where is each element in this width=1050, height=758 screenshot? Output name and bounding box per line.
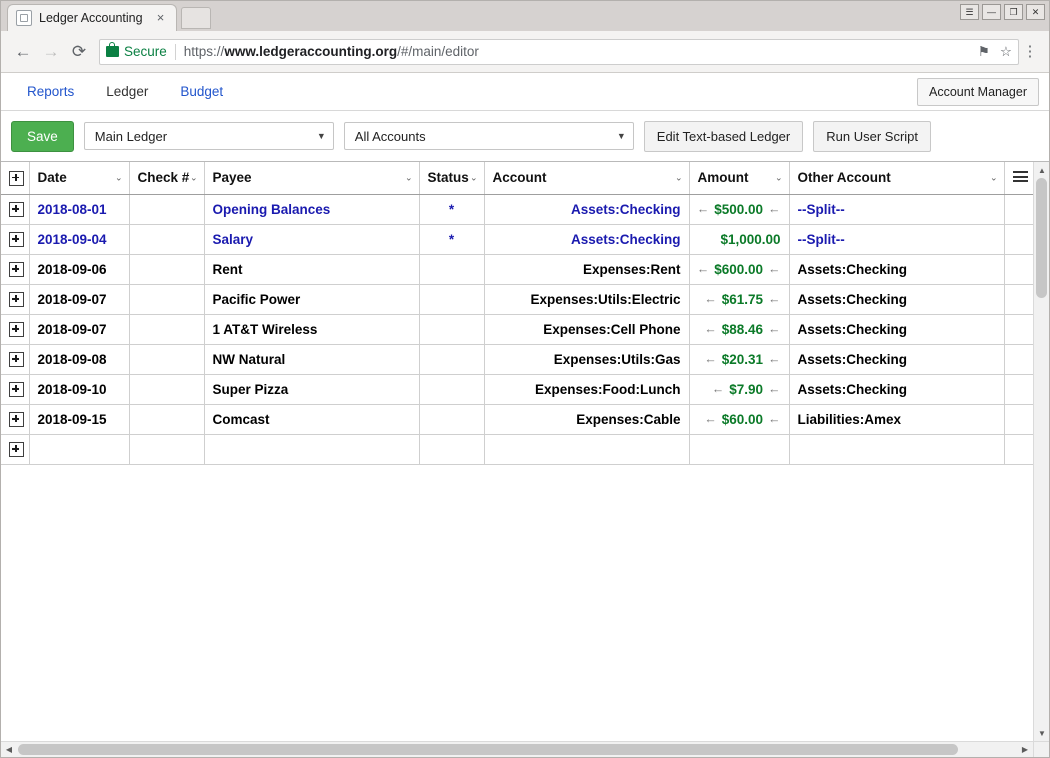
amount-left-arrow-icon[interactable]: ← xyxy=(704,322,717,336)
header-check-label: Check # xyxy=(137,170,190,186)
row-menu-cell xyxy=(1004,254,1033,284)
header-date[interactable] xyxy=(29,162,129,194)
header-amount-label: Amount xyxy=(697,170,749,186)
cell-amount-text: $7.90 xyxy=(729,381,763,397)
cell-check[interactable] xyxy=(129,284,204,314)
table-row[interactable] xyxy=(1,374,1033,404)
cell-payee-text: NW Natural xyxy=(212,351,286,367)
row-expand-button[interactable] xyxy=(1,404,29,434)
table-row[interactable] xyxy=(1,194,1033,224)
lock-icon xyxy=(106,46,119,57)
scroll-up-icon[interactable]: ▲ xyxy=(1034,162,1049,178)
header-account[interactable] xyxy=(484,162,689,194)
cell-account[interactable] xyxy=(484,434,689,464)
ledger-table xyxy=(1,162,1034,465)
row-menu-cell xyxy=(1004,284,1033,314)
tab-ledger[interactable]: Ledger xyxy=(106,84,149,99)
cell-other-account[interactable] xyxy=(789,344,1004,374)
cell-payee-text: Salary xyxy=(212,231,254,247)
cell-date-text: 2018-09-15 xyxy=(37,411,107,427)
cell-amount[interactable] xyxy=(689,284,789,314)
row-menu-cell xyxy=(1004,194,1033,224)
cell-account[interactable] xyxy=(484,194,689,224)
cell-date-text: 2018-09-10 xyxy=(37,381,107,397)
header-payee[interactable] xyxy=(204,162,419,194)
cell-payee[interactable] xyxy=(204,344,419,374)
cell-check[interactable] xyxy=(129,344,204,374)
cell-check[interactable] xyxy=(129,254,204,284)
cell-amount-text: $600.00 xyxy=(714,261,763,277)
cell-payee-text: Rent xyxy=(212,261,243,277)
cell-date-text: 2018-08-01 xyxy=(37,201,107,217)
cell-amount-text: $88.46 xyxy=(721,321,763,337)
row-menu-cell xyxy=(1004,224,1033,254)
cell-payee[interactable] xyxy=(204,194,419,224)
cell-payee-text: Comcast xyxy=(212,411,270,427)
cell-other-account[interactable] xyxy=(789,224,1004,254)
table-header xyxy=(1,162,1033,194)
cell-account[interactable] xyxy=(484,374,689,404)
plus-icon xyxy=(9,232,24,247)
chevron-down-icon[interactable]: ⌄ xyxy=(774,172,783,183)
plus-icon xyxy=(9,412,24,427)
ledger-select[interactable] xyxy=(84,122,334,150)
close-icon[interactable]: × xyxy=(156,9,165,25)
chevron-down-icon[interactable]: ⌄ xyxy=(674,172,683,183)
plus-icon xyxy=(9,442,24,457)
filter-icon[interactable]: ⚑ xyxy=(977,43,990,59)
cell-payee[interactable] xyxy=(204,314,419,344)
header-expand-all[interactable] xyxy=(1,162,29,194)
chevron-down-icon: ▼ xyxy=(316,131,326,141)
cell-account[interactable] xyxy=(484,224,689,254)
row-menu-cell xyxy=(1004,344,1033,374)
cell-account[interactable] xyxy=(484,344,689,374)
header-amount[interactable] xyxy=(689,162,789,194)
cell-amount[interactable] xyxy=(689,344,789,374)
cell-other-account[interactable] xyxy=(789,284,1004,314)
horizontal-scroll-thumb[interactable] xyxy=(18,744,958,755)
row-expand-button[interactable] xyxy=(1,314,29,344)
header-status-label: Status xyxy=(427,170,469,186)
cell-amount-text: $500.00 xyxy=(714,201,763,217)
chevron-down-icon[interactable]: ⌄ xyxy=(989,172,998,183)
cell-account-text: Expenses:Cable xyxy=(576,411,681,427)
cell-check[interactable] xyxy=(129,434,204,464)
header-other-account[interactable] xyxy=(789,162,1004,194)
cell-status[interactable] xyxy=(419,224,484,254)
tab-budget[interactable]: Budget xyxy=(180,84,224,99)
cell-status[interactable] xyxy=(419,434,484,464)
cell-status-text: * xyxy=(448,201,455,217)
amount-left-arrow-icon[interactable]: ← xyxy=(704,412,717,426)
amount-left-arrow-icon[interactable]: ← xyxy=(696,262,710,276)
plus-icon xyxy=(9,171,24,186)
url-scheme: https:// xyxy=(183,44,225,59)
browser-titlebar xyxy=(1,1,1049,31)
cell-date-text: 2018-09-07 xyxy=(37,291,107,307)
ledger-table-container xyxy=(1,161,1049,757)
minimize-window-button[interactable]: — xyxy=(982,4,1001,20)
back-icon[interactable]: ← xyxy=(14,41,32,61)
row-expand-button[interactable] xyxy=(1,344,29,374)
row-menu-cell xyxy=(1004,314,1033,344)
cell-payee[interactable] xyxy=(204,374,419,404)
close-window-button[interactable]: ✕ xyxy=(1026,4,1045,20)
plus-icon xyxy=(9,352,24,367)
table-row[interactable] xyxy=(1,254,1033,284)
amount-right-arrow-icon[interactable]: ← xyxy=(768,352,781,366)
cell-other-account-text: --Split-- xyxy=(797,201,845,217)
row-menu-cell xyxy=(1004,374,1033,404)
vertical-scroll-thumb[interactable] xyxy=(1036,178,1047,298)
chevron-down-icon: ▼ xyxy=(616,131,626,141)
cell-payee[interactable] xyxy=(204,224,419,254)
cell-status[interactable] xyxy=(419,344,484,374)
table-row[interactable] xyxy=(1,434,1033,464)
reload-icon[interactable]: ⟳ xyxy=(71,41,87,61)
cell-other-account[interactable] xyxy=(789,194,1004,224)
restore-window-button[interactable]: ☰ xyxy=(960,4,979,20)
app-nav-tabs xyxy=(1,73,1049,111)
url-path: /#/main/editor xyxy=(397,44,479,59)
bookmark-star-icon[interactable]: ☆ xyxy=(999,43,1012,59)
cell-amount[interactable] xyxy=(689,374,789,404)
run-user-script-button[interactable]: Run User Script xyxy=(813,121,931,152)
ledger-select-value: Main Ledger xyxy=(94,128,168,144)
cell-status[interactable] xyxy=(419,284,484,314)
cell-status[interactable] xyxy=(419,314,484,344)
accounts-select-value: All Accounts xyxy=(354,128,426,144)
row-expand-button[interactable] xyxy=(1,374,29,404)
cell-other-account-text: Assets:Checking xyxy=(797,291,908,307)
cell-status[interactable] xyxy=(419,194,484,224)
cell-account-text: Assets:Checking xyxy=(570,201,681,217)
amount-left-arrow-icon[interactable]: ← xyxy=(704,292,717,306)
plus-icon xyxy=(9,322,24,337)
cell-date-text: 2018-09-06 xyxy=(37,261,107,277)
cell-other-account-text: Liabilities:Amex xyxy=(797,411,902,427)
cell-status-text: * xyxy=(448,231,455,247)
page-content xyxy=(1,73,1049,757)
horizontal-scrollbar[interactable] xyxy=(1,741,1033,757)
cell-payee-text: 1 AT&T Wireless xyxy=(212,321,318,337)
cell-other-account-text: Assets:Checking xyxy=(797,351,908,367)
cell-account-text: Expenses:Rent xyxy=(582,261,681,277)
table-row[interactable] xyxy=(1,404,1033,434)
new-tab-button[interactable] xyxy=(181,7,211,29)
cell-date[interactable] xyxy=(29,224,129,254)
chevron-down-icon[interactable]: ⌄ xyxy=(114,172,123,183)
header-other-account-label: Other Account xyxy=(797,170,891,186)
header-payee-label: Payee xyxy=(212,170,252,186)
window-controls xyxy=(960,4,1045,20)
cell-status[interactable] xyxy=(419,374,484,404)
account-manager-button[interactable]: Account Manager xyxy=(917,78,1039,106)
cell-date-text: 2018-09-08 xyxy=(37,351,107,367)
header-date-label: Date xyxy=(37,170,67,186)
cell-date[interactable] xyxy=(29,194,129,224)
cell-account-text: Assets:Checking xyxy=(570,231,681,247)
cell-other-account-text: Assets:Checking xyxy=(797,261,908,277)
plus-icon xyxy=(9,202,24,217)
header-account-label: Account xyxy=(492,170,547,186)
cell-account-text: Expenses:Utils:Electric xyxy=(530,291,681,307)
cell-account-text: Expenses:Utils:Gas xyxy=(553,351,681,367)
cell-payee[interactable] xyxy=(204,404,419,434)
scroll-down-icon[interactable]: ▼ xyxy=(1034,725,1049,741)
tab-reports[interactable]: Reports xyxy=(27,84,75,99)
cell-amount[interactable] xyxy=(689,434,789,464)
row-expand-button[interactable] xyxy=(1,224,29,254)
cell-date[interactable] xyxy=(29,434,129,464)
cell-other-account[interactable] xyxy=(789,374,1004,404)
cell-account-text: Expenses:Food:Lunch xyxy=(534,381,681,397)
cell-other-account[interactable] xyxy=(789,314,1004,344)
amount-left-arrow-icon[interactable]: ← xyxy=(696,202,710,216)
scrollbar-corner xyxy=(1033,741,1049,757)
cell-date-text: 2018-09-04 xyxy=(37,231,107,247)
cell-other-account[interactable] xyxy=(789,404,1004,434)
cell-payee[interactable] xyxy=(204,284,419,314)
chevron-down-icon[interactable]: ⌄ xyxy=(469,172,478,183)
cell-check[interactable] xyxy=(129,404,204,434)
amount-left-arrow-icon[interactable]: ← xyxy=(704,352,717,366)
amount-left-arrow-icon[interactable]: ← xyxy=(711,382,725,396)
plus-icon xyxy=(9,262,24,277)
tab-favicon-icon xyxy=(16,10,32,26)
browser-menu-icon[interactable]: ⋮ xyxy=(1022,42,1038,60)
table-row[interactable] xyxy=(1,344,1033,374)
cell-account[interactable] xyxy=(484,254,689,284)
row-expand-button[interactable] xyxy=(1,254,29,284)
cell-amount-text: $1,000.00 xyxy=(720,231,781,247)
browser-toolbar xyxy=(1,31,1049,73)
header-column-menu[interactable] xyxy=(1004,162,1033,194)
cell-payee[interactable] xyxy=(204,434,419,464)
maximize-window-button[interactable]: ❐ xyxy=(1004,4,1023,20)
cell-other-account[interactable] xyxy=(789,254,1004,284)
hamburger-icon xyxy=(1013,171,1028,182)
row-expand-button[interactable] xyxy=(1,434,29,464)
row-menu-cell xyxy=(1004,434,1033,464)
amount-right-arrow-icon[interactable]: ← xyxy=(768,262,781,276)
vertical-scrollbar[interactable] xyxy=(1033,162,1049,741)
cell-account[interactable] xyxy=(484,314,689,344)
amount-right-arrow-icon[interactable]: ← xyxy=(768,202,781,216)
edit-text-ledger-button[interactable]: Edit Text-based Ledger xyxy=(644,121,803,152)
cell-check[interactable] xyxy=(129,194,204,224)
plus-icon xyxy=(9,382,24,397)
table-body xyxy=(1,194,1033,464)
cell-amount[interactable] xyxy=(689,224,789,254)
cell-date[interactable] xyxy=(29,404,129,434)
header-status[interactable] xyxy=(419,162,484,194)
cell-check[interactable] xyxy=(129,374,204,404)
cell-account-text: Expenses:Cell Phone xyxy=(543,321,681,337)
row-menu-cell xyxy=(1004,404,1033,434)
cell-payee-text: Opening Balances xyxy=(212,201,331,217)
browser-tab[interactable] xyxy=(7,4,177,31)
tab-title: Ledger Accounting xyxy=(39,11,143,25)
cell-amount[interactable] xyxy=(689,194,789,224)
chevron-down-icon[interactable]: ⌄ xyxy=(189,172,198,183)
cell-amount[interactable] xyxy=(689,254,789,284)
amount-right-arrow-icon[interactable]: ← xyxy=(768,322,781,336)
header-check[interactable] xyxy=(129,162,204,194)
cell-other-account[interactable] xyxy=(789,434,1004,464)
row-expand-button[interactable] xyxy=(1,284,29,314)
cell-amount-text: $60.00 xyxy=(721,411,763,427)
cell-date[interactable] xyxy=(29,284,129,314)
table-row[interactable] xyxy=(1,284,1033,314)
cell-status[interactable] xyxy=(419,254,484,284)
cell-date[interactable] xyxy=(29,344,129,374)
cell-payee-text: Pacific Power xyxy=(212,291,301,307)
cell-status[interactable] xyxy=(419,404,484,434)
table-row[interactable] xyxy=(1,314,1033,344)
cell-date[interactable] xyxy=(29,254,129,284)
amount-right-arrow-icon[interactable]: ← xyxy=(768,292,781,306)
cell-amount[interactable] xyxy=(689,314,789,344)
cell-date[interactable] xyxy=(29,374,129,404)
forward-icon[interactable]: → xyxy=(42,41,60,61)
cell-date[interactable] xyxy=(29,314,129,344)
cell-other-account-text: --Split-- xyxy=(797,231,845,247)
cell-check[interactable] xyxy=(129,224,204,254)
amount-right-arrow-icon[interactable]: ← xyxy=(768,382,781,396)
omnibox-divider xyxy=(175,44,176,60)
address-bar[interactable] xyxy=(99,39,1019,65)
save-button[interactable]: Save xyxy=(11,121,74,152)
table-row[interactable] xyxy=(1,224,1033,254)
cell-date-text: 2018-09-07 xyxy=(37,321,107,337)
url-host: www.ledgeraccounting.org xyxy=(224,44,398,59)
cell-account[interactable] xyxy=(484,284,689,314)
cell-payee[interactable] xyxy=(204,254,419,284)
scroll-left-icon[interactable]: ◀ xyxy=(5,745,13,754)
cell-other-account-text: Assets:Checking xyxy=(797,381,908,397)
cell-other-account-text: Assets:Checking xyxy=(797,321,908,337)
plus-icon xyxy=(9,292,24,307)
chevron-down-icon[interactable]: ⌄ xyxy=(404,172,413,183)
cell-amount[interactable] xyxy=(689,404,789,434)
cell-check[interactable] xyxy=(129,314,204,344)
scroll-right-icon[interactable]: ▶ xyxy=(1021,745,1029,754)
cell-account[interactable] xyxy=(484,404,689,434)
amount-right-arrow-icon[interactable]: ← xyxy=(768,412,781,426)
secure-label: Secure xyxy=(124,44,167,59)
accounts-select[interactable] xyxy=(344,122,634,150)
cell-amount-text: $20.31 xyxy=(721,351,763,367)
ledger-toolbar xyxy=(1,111,1049,161)
cell-payee-text: Super Pizza xyxy=(212,381,289,397)
row-expand-button[interactable] xyxy=(1,194,29,224)
cell-amount-text: $61.75 xyxy=(721,291,763,307)
